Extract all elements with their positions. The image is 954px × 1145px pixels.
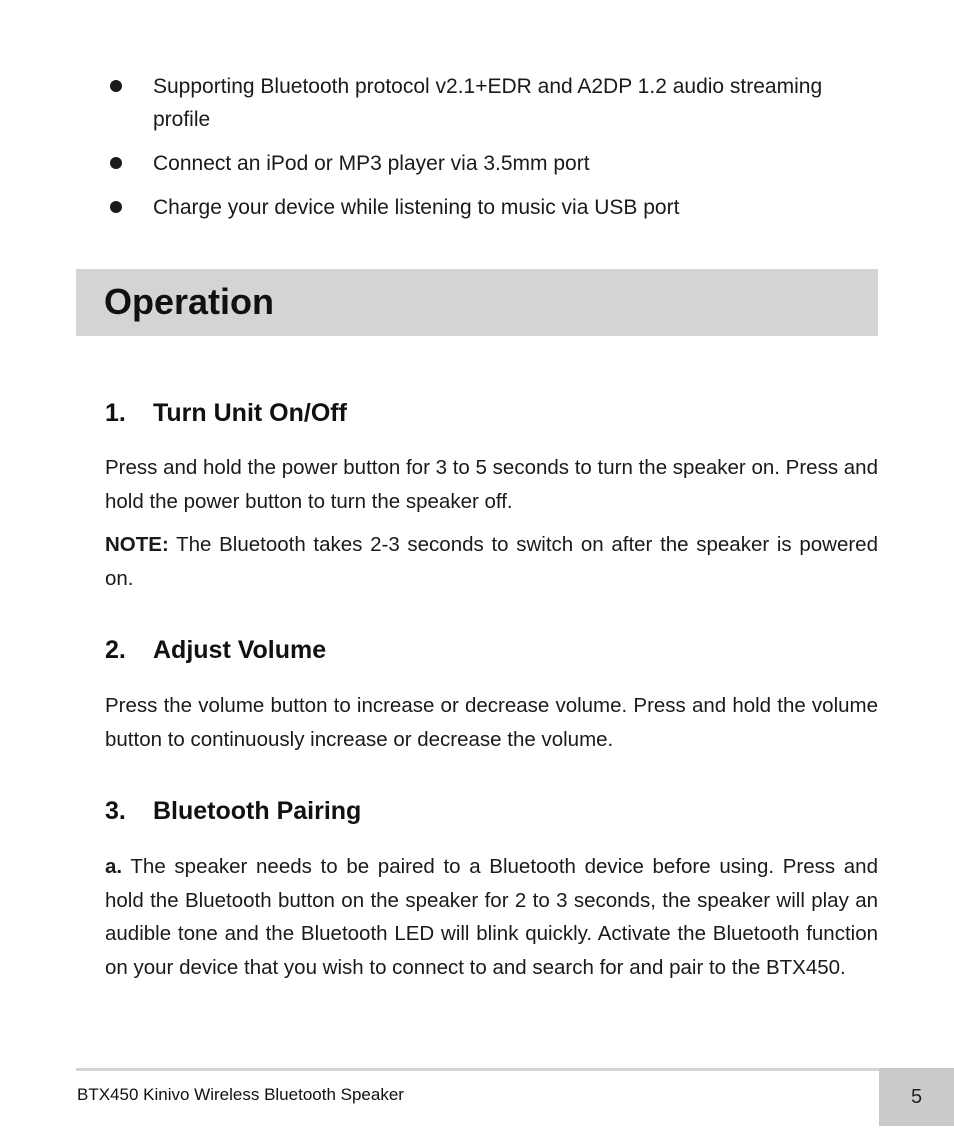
step-number: 3. <box>105 797 126 825</box>
step-heading-turn-on-off <box>105 396 347 430</box>
step-heading-bluetooth-pairing <box>105 794 361 828</box>
footer-divider <box>76 1068 879 1071</box>
bullet-dot-icon <box>110 80 122 92</box>
step-paragraph <box>105 850 878 984</box>
section-title: Operation <box>104 281 275 322</box>
feature-text: Charge your device while listening to music via USB port <box>153 196 680 219</box>
step-paragraph: Press and hold the power button for 3 to 5 seconds to turn the speaker on. Press and hold the power button to turn the speaker off. <box>105 456 878 513</box>
feature-list <box>105 70 885 235</box>
step-heading-adjust-volume <box>105 633 326 667</box>
item-text: The speaker needs to be paired to a Bluetooth device before using. Press and hold the Bluetooth button on the speaker for 2 to 3 seconds, the speaker will play an audible tone and the Bluetooth LED will blink quickly. Activate the Bluetooth function on your device that you wish to connect to and search for and pair to the BTX450. <box>105 855 878 979</box>
feature-item <box>105 191 885 224</box>
step-title: Adjust Volume <box>153 636 327 664</box>
feature-item <box>105 70 885 136</box>
step-title: Turn Unit On/Off <box>153 399 347 427</box>
step-paragraph: Press the volume button to increase or decrease volume. Press and hold the volume button to continuously increase or decrease the volume. <box>105 694 878 751</box>
bullet-dot-icon <box>110 201 122 213</box>
feature-item <box>105 147 885 180</box>
step-title: Bluetooth Pairing <box>153 797 362 825</box>
note-text: The Bluetooth takes 2-3 seconds to switch on after the speaker is powered on. <box>105 533 878 590</box>
item-label: a. <box>105 855 123 878</box>
step-note <box>105 528 878 595</box>
page-number-box <box>879 1068 954 1126</box>
page-number: 5 <box>910 1085 923 1108</box>
step-number: 2. <box>105 636 126 664</box>
note-label: NOTE: <box>105 533 169 556</box>
section-header-bar <box>76 269 878 336</box>
feature-text: Supporting Bluetooth protocol v2.1+EDR and A2DP 1.2 audio streaming profile <box>153 75 823 131</box>
footer-title: BTX450 Kinivo Wireless Bluetooth Speaker <box>77 1085 404 1104</box>
step-number: 1. <box>105 399 126 427</box>
feature-text: Connect an iPod or MP3 player via 3.5mm port <box>153 152 590 175</box>
bullet-dot-icon <box>110 157 122 169</box>
